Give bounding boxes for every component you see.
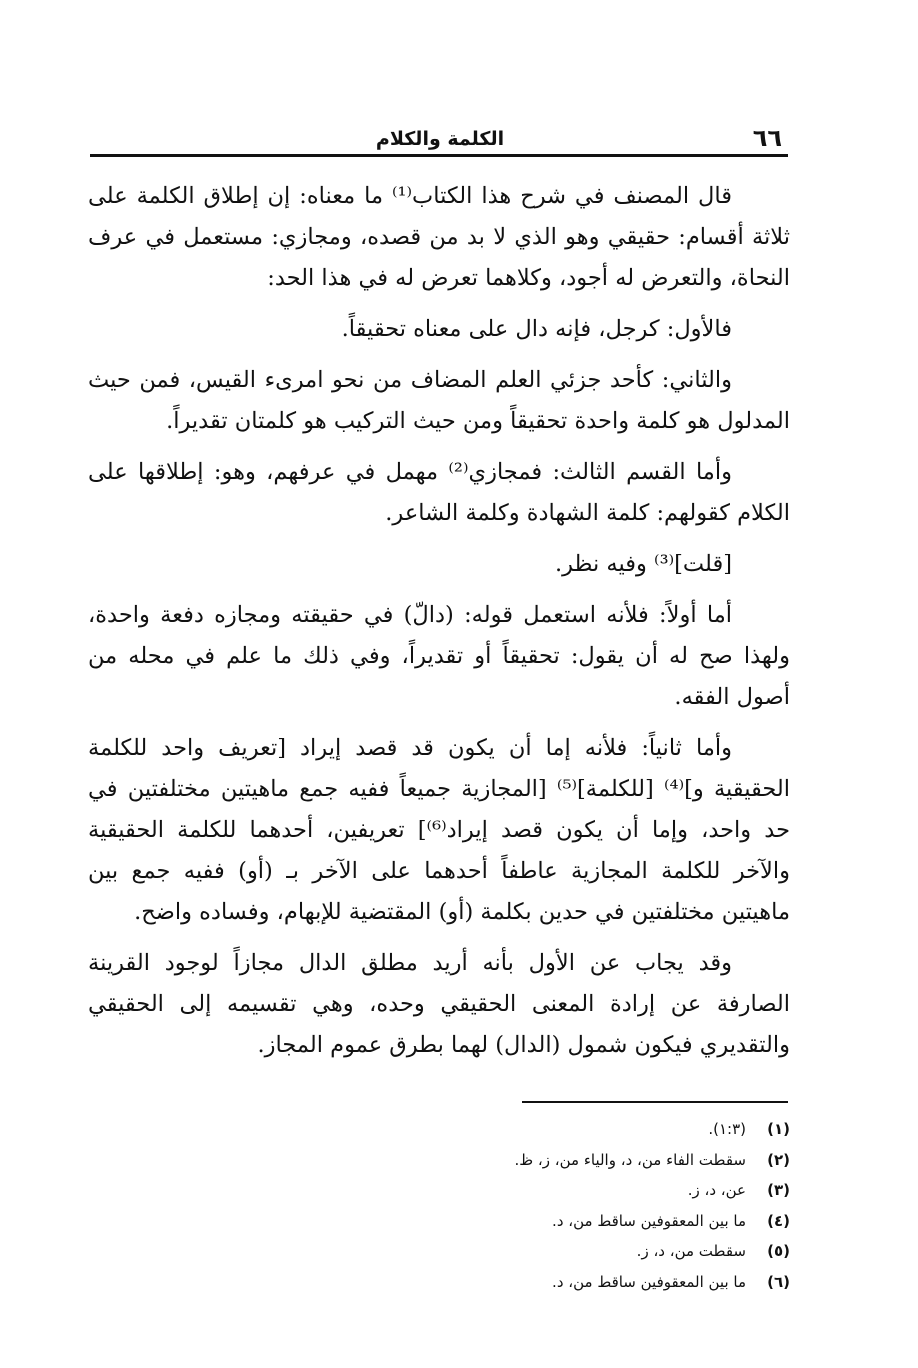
footnote-text: ما بين المعقوفين ساقط من، د. xyxy=(552,1272,746,1291)
footnotes xyxy=(270,1114,790,1298)
page-header xyxy=(90,122,788,158)
footnote-number: (٢) xyxy=(767,1150,790,1169)
footnote-item xyxy=(270,1236,790,1267)
paragraph-second-type: والثاني: كأحد جزئي العلم المضاف من نحو امرىء القيس، فمن حيث المدلول هو كلمة واحدة تحقيقاً ومن حيث التركيب هو كلمتان تقديراً. xyxy=(88,367,790,434)
footnote-text: سقطت من، د، ز. xyxy=(636,1242,746,1261)
page-number: ٦٦ xyxy=(752,124,782,152)
footnote-item xyxy=(270,1175,790,1206)
paragraph-first-point: أما أولاً: فلأنه استعمل قوله: (دالّ) في حقيقته ومجازه دفعة واحدة، ولهذا صح له أن يقول: تحقيقاً أو تقديراً، وفي ذلك ما علم في محله من أصول الفقه. xyxy=(88,602,790,710)
paragraph-first-type: فالأول: كرجل، فإنه دال على معناه تحقيقاً. xyxy=(341,316,732,342)
footnote-text: سقطت الفاء من، د، والياء من، ز، ظ. xyxy=(514,1150,746,1169)
footnote-item xyxy=(270,1267,790,1298)
footnote-rule xyxy=(522,1101,788,1103)
paragraph-intro: قال المصنف في شرح هذا الكتاب⁽¹⁾ ما معناه: إن إطلاق الكلمة على ثلاثة أقسام: حقيقي وهو الذي لا بد من قصده، ومجازي: مستعمل في عرف النحاة، والتعرض له أجود، وكلاهما تعرض له في هذا الحد: xyxy=(88,183,790,291)
running-title: الكلمة والكلام xyxy=(375,128,505,150)
footnote-number: (٦) xyxy=(767,1272,790,1291)
footnote-item xyxy=(270,1145,790,1176)
main-text xyxy=(88,176,790,1076)
footnote-number: (٤) xyxy=(767,1211,790,1230)
footnote-number: (٥) xyxy=(767,1242,790,1261)
footnote-item xyxy=(270,1206,790,1237)
footnote-number: (٣) xyxy=(767,1181,790,1200)
paragraph-objection: [قلت]⁽³⁾ وفيه نظر. xyxy=(554,551,732,577)
footnote-item xyxy=(270,1114,790,1145)
footnote-number: (١) xyxy=(767,1120,790,1138)
footnote-text: ما بين المعقوفين ساقط من، د. xyxy=(552,1211,746,1230)
footnote-text: عن، د، ز. xyxy=(687,1181,746,1200)
footnote-text: (١:٣). xyxy=(708,1120,746,1138)
paragraph-third-type: وأما القسم الثالث: فمجازي⁽²⁾ مهمل في عرفهم، وهو: إطلاقها على الكلام كقولهم: كلمة الشهادة وكلمة الشاعر. xyxy=(88,459,790,526)
header-rule xyxy=(90,154,788,157)
paragraph-answer: وقد يجاب عن الأول بأنه أريد مطلق الدال مجازاً لوجود القرينة الصارفة عن إرادة المعنى الحقيقي وحده، وهي تقسيمه إلى الحقيقي والتقديري فيكون شمول (الدال) لهما بطرق عموم المجاز. xyxy=(88,950,790,1058)
paragraph-second-point: وأما ثانياً: فلأنه إما أن يكون قد قصد إيراد [تعريف واحد للكلمة الحقيقية و]⁽⁴⁾ [للكلمة]⁽⁵⁾ [المجازية جميعاً ففيه جمع ماهيتين مختلفتين في حد واحد، وإما أن يكون قصد إيراد⁽⁶⁾] تعريفين، أحدهما للكلمة الحقيقية والآخر للكلمة المجازية عاطفاً أحدهما على الآخر بـ (أو) ففيه جمع بين ماهيتين مختلفتين في حدين بكلمة (أو) المقتضية للإبهام، وفساده واضح. xyxy=(88,735,790,925)
